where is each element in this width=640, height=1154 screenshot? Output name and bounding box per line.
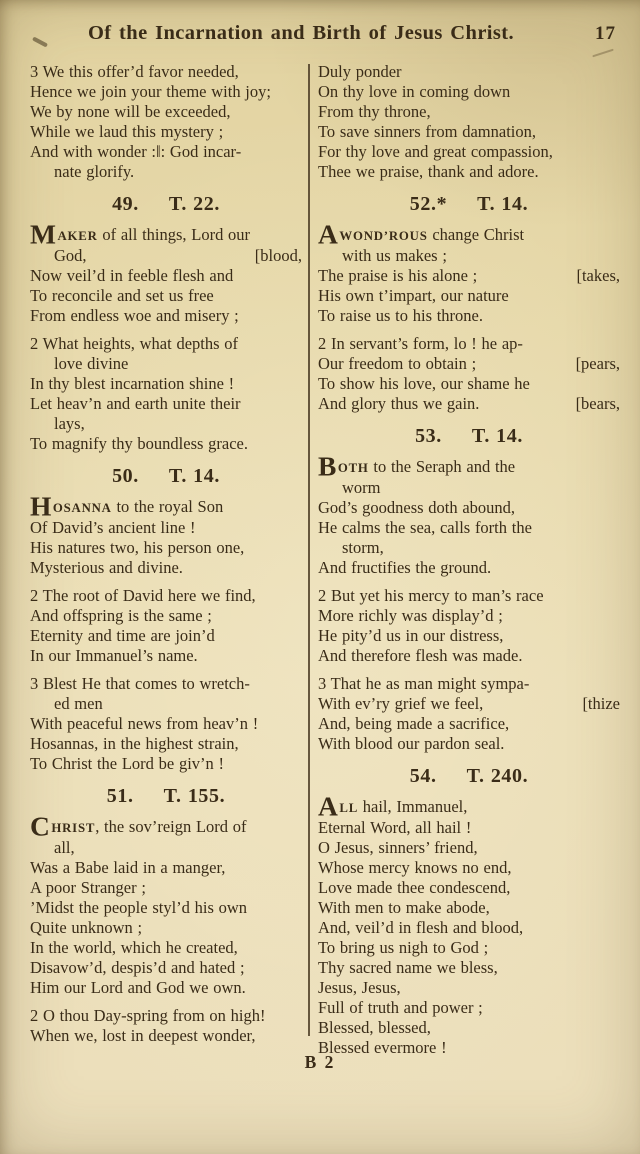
- verse-line: While we laud this mystery ;: [30, 122, 224, 141]
- verse-line: all,: [54, 838, 75, 857]
- verse-line: With blood our pardon seal.: [318, 734, 505, 753]
- tune-reference: T. 22.: [168, 193, 220, 215]
- verse-line: 2 But yet his mercy to man’s race: [318, 586, 544, 605]
- verse-line: His natures two, his person one,: [30, 538, 245, 557]
- verse-line: In thy blest incarnation shine !: [30, 374, 235, 393]
- verse-line: MAKER of all things, Lord our: [30, 218, 251, 250]
- drop-cap: A: [318, 790, 339, 822]
- hymn-number: 53.: [415, 425, 442, 447]
- verse-line: In the world, which he created,: [30, 938, 238, 957]
- verse-line: To save sinners from damnation,: [318, 122, 536, 141]
- verse-line: Blessed, blessed,: [318, 1018, 431, 1037]
- stanza: [318, 334, 620, 414]
- hymn-heading: [318, 193, 620, 215]
- tune-reference: T. 14.: [168, 465, 220, 487]
- hymn-number: 49.: [112, 193, 139, 215]
- page-number: 17: [595, 23, 616, 44]
- verse-line: 2 In servant’s form, lo ! he ap-: [318, 334, 523, 353]
- verse-line: Let heav’n and earth unite their: [30, 394, 241, 413]
- stanza: [318, 586, 620, 666]
- verse-line: [318, 354, 620, 374]
- verse-line: Eternal Word, all hail !: [318, 818, 472, 837]
- hymn-heading: [318, 765, 620, 787]
- verse-text: And glory thus we gain.: [318, 394, 480, 413]
- catchword: [blood,: [254, 246, 302, 265]
- verse-line: To bring us nigh to God ;: [318, 938, 489, 957]
- verse-line: To magnify thy boundless grace.: [30, 434, 248, 453]
- verse-line: BOTH to the Seraph and the: [318, 450, 516, 482]
- verse-line: nate glorify.: [54, 162, 135, 181]
- verse-line: Thy sacred name we bless,: [318, 958, 498, 977]
- tune-reference: T. 14.: [477, 193, 529, 215]
- small-caps-text: HRIST: [51, 821, 96, 835]
- verse-line: Thee we praise, thank and adore.: [318, 162, 539, 181]
- verse-line: ALL hail, Immanuel,: [318, 790, 468, 822]
- tune-reference: T. 240.: [466, 765, 529, 787]
- verse-line: From thy throne,: [318, 102, 431, 121]
- verse-line: Duly ponder: [318, 62, 402, 81]
- verse-line: In our Immanuel’s name.: [30, 646, 198, 665]
- stanza: [30, 490, 302, 578]
- verse-line: storm,: [342, 538, 384, 557]
- verse-line: 2 The root of David here we find,: [30, 586, 256, 605]
- verse-line: To reconcile and set us free: [30, 286, 214, 305]
- stanza: [318, 790, 620, 1058]
- verse-line: 3 Blest He that comes to wretch-: [30, 674, 250, 693]
- hymn-number: 50.: [112, 465, 139, 487]
- verse-line: ’Midst the people styl’d his own: [30, 898, 248, 917]
- verse-line: A poor Stranger ;: [30, 878, 146, 897]
- verse-line: More richly was display’d ;: [318, 606, 503, 625]
- verse-line: And fructifies the ground.: [318, 558, 492, 577]
- verse-line: 3 That he as man might sympa-: [318, 674, 530, 693]
- verse-line: To Christ the Lord be giv’n !: [30, 754, 224, 773]
- verse-line: To show his love, our shame he: [318, 374, 530, 393]
- hymn-number: 54.: [409, 765, 437, 787]
- verse-line: love divine: [54, 354, 129, 373]
- stanza: [30, 334, 302, 454]
- small-caps-text: OTH: [337, 461, 369, 475]
- catchword: [takes,: [576, 266, 620, 285]
- verse-line: ed men: [54, 694, 103, 713]
- verse-line: And therefore flesh was made.: [318, 646, 523, 665]
- verse-line: [318, 694, 620, 714]
- stanza: [30, 218, 302, 326]
- verse-line: [30, 246, 302, 266]
- verse-line: And offspring is the same ;: [30, 606, 212, 625]
- drop-cap: H: [30, 490, 52, 522]
- verse-line: His own t’impart, our nature: [318, 286, 509, 305]
- verse-line: And, veil’d in flesh and blood,: [318, 918, 524, 937]
- stanza: [318, 450, 620, 578]
- verse-line: From endless woe and misery ;: [30, 306, 239, 325]
- verse-line: with us makes ;: [342, 246, 447, 265]
- running-header: [40, 22, 622, 50]
- verse-line: Now veil’d in feeble flesh and: [30, 266, 234, 285]
- verse-line: Full of truth and power ;: [318, 998, 483, 1017]
- tune-reference: T. 14.: [471, 425, 523, 447]
- page-title: Of the Incarnation and Birth of Jesus Christ.: [87, 22, 515, 44]
- hymn-heading: [318, 425, 620, 447]
- verse-text: God,: [54, 246, 87, 265]
- verse-line: To raise us to his throne.: [318, 306, 483, 325]
- small-caps-text: OSANNA: [52, 501, 112, 515]
- hymn-heading: [30, 193, 302, 215]
- stanza: [30, 674, 302, 774]
- right-column: [318, 62, 620, 1058]
- verse-line: Blessed evermore !: [318, 1038, 447, 1057]
- verse-line: With peaceful news from heav’n !: [30, 714, 259, 733]
- verse-line: 2 What heights, what depths of: [30, 334, 238, 353]
- small-caps-text: AKER: [57, 229, 98, 243]
- stanza: [318, 62, 620, 182]
- verse-line: Disavow’d, despis’d and hated ;: [30, 958, 245, 977]
- verse-line: And with wonder :‖: God incar-: [30, 142, 242, 161]
- stanza: [30, 62, 302, 182]
- verse-line: Quite unknown ;: [30, 918, 143, 937]
- signature-mark: B 2: [304, 1052, 336, 1072]
- stanza: [30, 1006, 302, 1046]
- left-column: [30, 62, 302, 1046]
- verse-line: 2 O thou Day-spring from on high!: [30, 1006, 266, 1025]
- verse-line: With men to make abode,: [318, 898, 490, 917]
- verse-line: He pity’d us in our distress,: [318, 626, 504, 645]
- verse-line: Mysterious and divine.: [30, 558, 183, 577]
- verse-line: Jesus, Jesus,: [318, 978, 401, 997]
- verse-line: On thy love in coming down: [318, 82, 511, 101]
- small-caps-text: LL: [339, 801, 359, 815]
- stanza: [30, 586, 302, 666]
- verse-line: God’s goodness doth abound,: [318, 498, 516, 517]
- verse-text: The praise is his alone ;: [318, 266, 478, 285]
- verse-line: 3 We this offer’d favor needed,: [30, 62, 239, 81]
- verse-line: [318, 394, 620, 414]
- stanza: [30, 810, 302, 998]
- verse-line: Was a Babe laid in a manger,: [30, 858, 226, 877]
- verse-line: O Jesus, sinners’ friend,: [318, 838, 478, 857]
- catchword: [pears,: [575, 354, 620, 373]
- hymn-heading: [30, 785, 302, 807]
- verse-line: worm: [342, 478, 381, 497]
- verse-line: Hence we join your theme with joy;: [30, 82, 271, 101]
- verse-line: When we, lost in deepest wonder,: [30, 1026, 256, 1045]
- verse-line: Him our Lord and God we own.: [30, 978, 246, 997]
- verse-line: Eternity and time are join’d: [30, 626, 215, 645]
- verse-line: We by none will be exceeded,: [30, 102, 231, 121]
- verse-line: CHRIST, the sov’reign Lord of: [30, 810, 247, 842]
- column-rule: [308, 64, 310, 1036]
- verse-line: Love made thee condescend,: [318, 878, 511, 897]
- verse-line: [318, 266, 620, 286]
- small-caps-text: WOND’ROUS: [339, 229, 428, 243]
- stanza: [318, 218, 620, 326]
- catchword: [thize: [582, 694, 620, 713]
- verse-text: With ev’ry grief we feel,: [318, 694, 484, 713]
- verse-line: AWOND’ROUS change Christ: [318, 218, 525, 250]
- hymn-number: 52.*: [409, 193, 448, 215]
- verse-line: HOSANNA to the royal Son: [30, 490, 224, 522]
- verse-line: Of David’s ancient line !: [30, 518, 196, 537]
- verse-line: Whose mercy knows no end,: [318, 858, 512, 877]
- drop-cap: C: [30, 810, 51, 842]
- drop-cap: M: [30, 218, 57, 250]
- tune-reference: T. 155.: [163, 785, 226, 807]
- verse-text: Our freedom to obtain ;: [318, 354, 477, 373]
- catchword: [bears,: [575, 394, 620, 413]
- drop-cap: B: [318, 450, 337, 482]
- verse-line: Hosannas, in the highest strain,: [30, 734, 239, 753]
- stanza: [318, 674, 620, 754]
- verse-line: And, being made a sacrifice,: [318, 714, 510, 733]
- verse-line: He calms the sea, calls forth the: [318, 518, 532, 537]
- drop-cap: A: [318, 218, 339, 250]
- verse-line: lays,: [54, 414, 85, 433]
- hymn-heading: [30, 465, 302, 487]
- verse-line: For thy love and great compassion,: [318, 142, 553, 161]
- hymn-number: 51.: [106, 785, 134, 807]
